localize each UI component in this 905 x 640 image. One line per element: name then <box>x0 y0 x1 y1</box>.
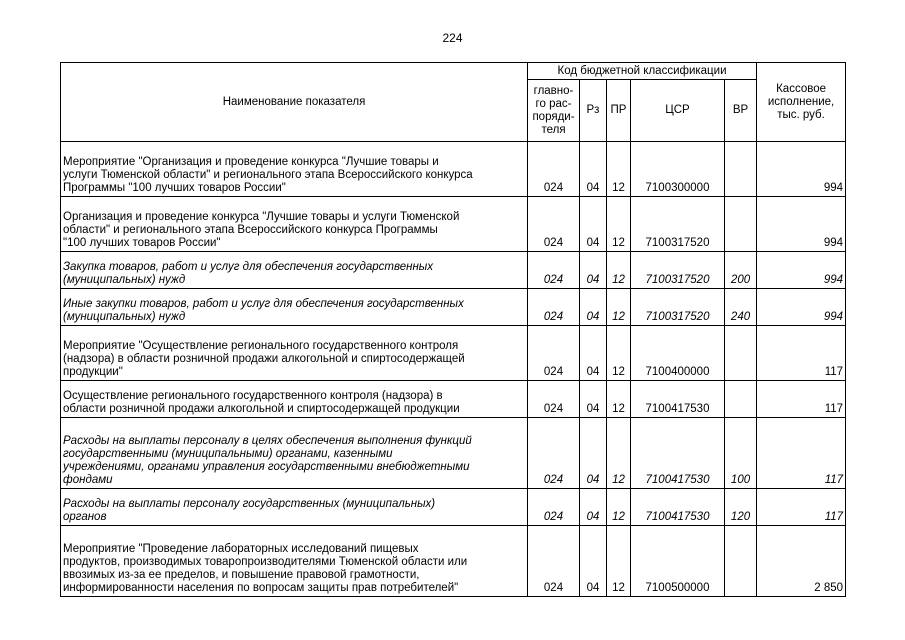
row-glav-cell: 024 <box>528 381 580 418</box>
row-rz-cell: 04 <box>580 489 607 526</box>
header-pr: ПР <box>607 80 631 142</box>
row-pr-cell: 12 <box>607 526 631 597</box>
header-glav-line: го рас- <box>535 97 572 110</box>
row-amount-cell: 994 <box>757 197 846 252</box>
row-vr-cell <box>725 142 757 197</box>
row-rz-cell: 04 <box>580 289 607 326</box>
row-csr-cell: 7100300000 <box>631 142 725 197</box>
header-glav <box>528 80 580 142</box>
row-pr-cell: 12 <box>607 197 631 252</box>
row-name-line: Мероприятие "Осуществление регионального государственного контроля <box>63 340 459 352</box>
row-name-cell <box>61 381 528 418</box>
row-vr-cell <box>725 326 757 381</box>
row-vr-cell <box>725 197 757 252</box>
row-vr-cell: 200 <box>725 252 757 289</box>
row-name-line: фондами <box>63 474 113 486</box>
row-pr-cell: 12 <box>607 418 631 489</box>
row-pr-cell: 12 <box>607 489 631 526</box>
row-amount-cell: 994 <box>757 252 846 289</box>
row-name-line: государственными (муниципальными) органами, казенными <box>63 448 393 460</box>
row-glav-cell: 024 <box>528 418 580 489</box>
row-amount-cell: 117 <box>757 489 846 526</box>
header-glav-line: теля <box>541 123 566 136</box>
row-amount-cell: 994 <box>757 289 846 326</box>
row-glav-cell: 024 <box>528 252 580 289</box>
row-rz-cell: 04 <box>580 197 607 252</box>
row-rz-cell: 04 <box>580 381 607 418</box>
row-name-line: продуктов, производимых товаропроизводителями Тюменской области или <box>63 556 468 568</box>
header-glav-line: главно- <box>533 84 574 97</box>
row-pr-cell: 12 <box>607 252 631 289</box>
table-row <box>61 197 846 252</box>
row-pr-cell: 12 <box>607 326 631 381</box>
row-name-line: области розничной продажи алкогольной и спиртосодержащей продукции <box>63 403 460 415</box>
table-row <box>61 381 846 418</box>
row-name-cell <box>61 326 528 381</box>
row-glav-cell: 024 <box>528 142 580 197</box>
row-vr-cell: 240 <box>725 289 757 326</box>
header-glav-line: поряди- <box>532 110 575 123</box>
row-pr-cell: 12 <box>607 142 631 197</box>
row-name-line: услуги Тюменской области" и регионального этапа Всероссийского конкурса <box>63 169 473 181</box>
row-csr-cell: 7100500000 <box>631 526 725 597</box>
row-name-cell <box>61 289 528 326</box>
row-rz-cell: 04 <box>580 326 607 381</box>
row-name-line: Расходы на выплаты персоналу государственных (муниципальных) <box>63 498 436 510</box>
row-glav-cell: 024 <box>528 526 580 597</box>
row-amount-cell: 117 <box>757 418 846 489</box>
table-row <box>61 289 846 326</box>
row-name-line: Осуществление регионального государственного контроля (надзора) в <box>63 390 443 402</box>
row-glav-cell: 024 <box>528 197 580 252</box>
row-vr-cell <box>725 526 757 597</box>
row-name-cell <box>61 418 528 489</box>
row-name-cell <box>61 489 528 526</box>
row-csr-cell: 7100317520 <box>631 289 725 326</box>
row-name-line: Расходы на выплаты персоналу в целях обеспечения выполнения функций <box>63 435 472 447</box>
row-name-line: (муниципальных) нужд <box>63 311 186 323</box>
row-amount-cell: 117 <box>757 381 846 418</box>
row-name-line: Организация и проведение конкурса "Лучшие товары и услуги Тюменской <box>63 211 460 223</box>
row-name-line: ввозимых из-за ее пределов, и повышение правовой грамотности, <box>63 569 420 581</box>
table-row <box>61 142 846 197</box>
row-csr-cell: 7100317520 <box>631 252 725 289</box>
row-name-line: Иные закупки товаров, работ и услуг для обеспечения государственных <box>63 298 464 310</box>
page-number: 224 <box>442 31 463 45</box>
header-name: Наименование показателя <box>61 63 528 142</box>
row-name-line: Мероприятие "Проведение лабораторных исследований пищевых <box>63 543 419 555</box>
row-glav-cell: 024 <box>528 489 580 526</box>
row-rz-cell: 04 <box>580 418 607 489</box>
header-amount-line: исполнение, <box>767 95 835 108</box>
row-name-cell <box>61 197 528 252</box>
row-csr-cell: 7100400000 <box>631 326 725 381</box>
row-name-line: Программы "100 лучших товаров России" <box>63 182 286 194</box>
header-csr: ЦСР <box>631 80 725 142</box>
row-vr-cell <box>725 381 757 418</box>
row-csr-cell: 7100317520 <box>631 197 725 252</box>
row-name-line: информированности населения по вопросам защиты прав потребителей" <box>63 582 459 594</box>
header-code-group: Код бюджетной классификации <box>528 63 757 80</box>
row-pr-cell: 12 <box>607 289 631 326</box>
row-csr-cell: 7100417530 <box>631 418 725 489</box>
row-name-cell <box>61 252 528 289</box>
table-header <box>61 63 846 142</box>
table-body <box>61 142 846 597</box>
row-name-line: органов <box>63 511 107 523</box>
row-name-line: области" и регионального этапа Всероссийского конкурса Программы <box>63 224 438 236</box>
row-pr-cell: 12 <box>607 381 631 418</box>
header-amount-line: тыс. руб. <box>777 108 825 121</box>
row-name-line: Мероприятие "Организация и проведение конкурса "Лучшие товары и <box>63 156 439 168</box>
table-row <box>61 489 846 526</box>
row-name-line: учреждениями, органами управления государственными внебюджетными <box>63 461 470 473</box>
row-name-line: (надзора) в области розничной продажи алкогольной и спиртосодержащей <box>63 353 465 365</box>
row-glav-cell: 024 <box>528 289 580 326</box>
row-amount-cell: 117 <box>757 326 846 381</box>
budget-table <box>60 62 846 597</box>
header-rz: Рз <box>580 80 607 142</box>
row-name-cell <box>61 142 528 197</box>
table-row <box>61 526 846 597</box>
row-amount-cell: 2 850 <box>757 526 846 597</box>
table-row <box>61 418 846 489</box>
row-rz-cell: 04 <box>580 252 607 289</box>
row-amount-cell: 994 <box>757 142 846 197</box>
row-name-cell <box>61 526 528 597</box>
row-rz-cell: 04 <box>580 526 607 597</box>
row-name-line: продукции" <box>63 366 123 378</box>
row-name-line: "100 лучших товаров России" <box>63 237 221 249</box>
row-csr-cell: 7100417530 <box>631 489 725 526</box>
row-name-line: Закупка товаров, работ и услуг для обеспечения государственных <box>63 261 434 273</box>
header-vr: ВР <box>725 80 757 142</box>
row-vr-cell: 120 <box>725 489 757 526</box>
header-amount-line: Кассовое <box>776 82 826 95</box>
row-vr-cell: 100 <box>725 418 757 489</box>
row-name-line: (муниципальных) нужд <box>63 274 186 286</box>
header-row-top <box>61 63 846 80</box>
header-amount <box>757 63 846 142</box>
row-glav-cell: 024 <box>528 326 580 381</box>
table-row <box>61 326 846 381</box>
row-rz-cell: 04 <box>580 142 607 197</box>
table-row <box>61 252 846 289</box>
row-csr-cell: 7100417530 <box>631 381 725 418</box>
